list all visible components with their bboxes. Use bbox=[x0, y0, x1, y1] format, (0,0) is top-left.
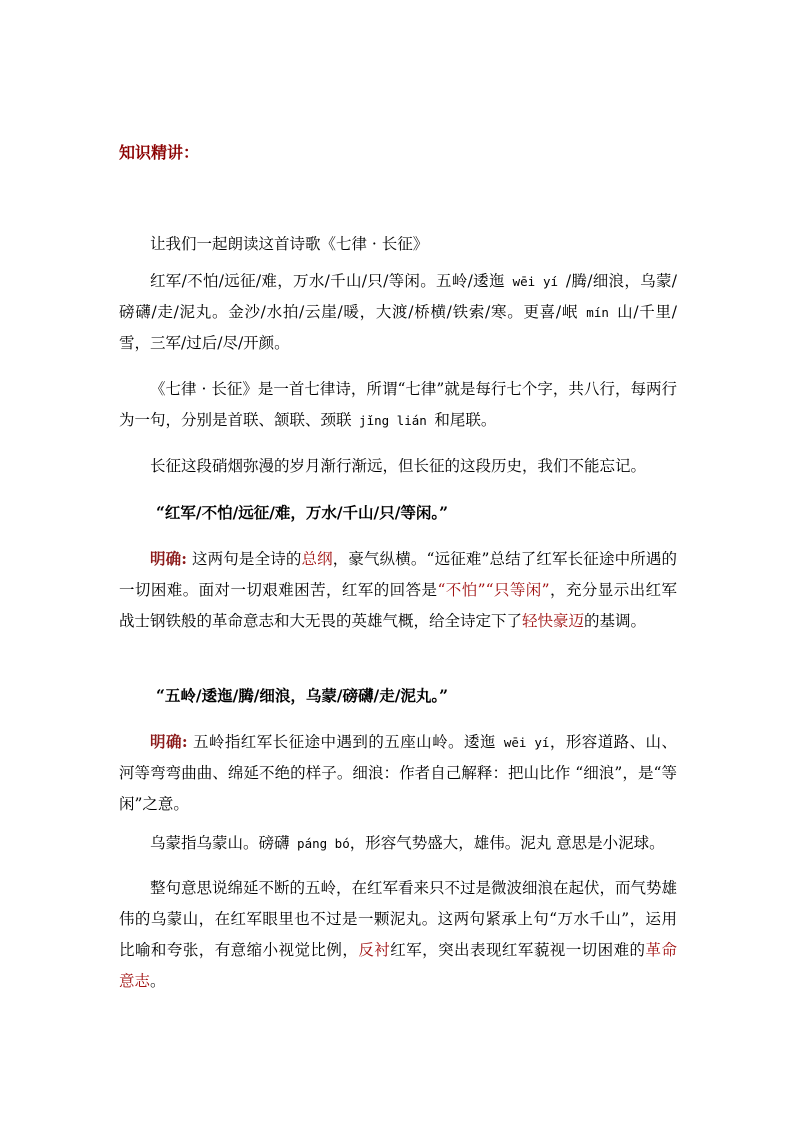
wumeng-text-a: 乌蒙指乌蒙山。磅礴 bbox=[150, 834, 290, 852]
pinyin-pangbo: páng bó bbox=[289, 836, 350, 851]
poem-text-a: 红军/不怕/远征/难，万水/千山/只/等闲。五岭/逶迤 bbox=[150, 272, 505, 290]
intro-text-b: 和尾联。 bbox=[434, 411, 497, 429]
exp2-text-a: 五岭指红军长征途中遇到的五座山岭。逶迤 bbox=[187, 733, 496, 751]
section-heading: 知识精讲： bbox=[119, 143, 200, 162]
keyword-fanchen: 反衬 bbox=[358, 941, 391, 959]
poem-text-c: 山/千里/雪，三军/过后/尽/开颜。 bbox=[119, 303, 677, 352]
clarify-label-2: 明确: bbox=[150, 732, 188, 751]
last-text-c: 。 bbox=[150, 972, 166, 990]
explanation-paragraph-2 bbox=[119, 726, 677, 820]
quote-line-2: “五岭/逶迤/腾/细浪，乌蒙/磅礴/走/泥丸。” bbox=[156, 686, 449, 705]
poem-text-b: /腾/细浪，乌蒙/磅礴/走/泥丸。金沙/水拍/云崖/暖，大渡/桥横/铁索/寒。更喜/岷 bbox=[119, 272, 677, 321]
last-text-a: 整句意思说绵延不断的五岭，在红军看来只不过是微波细浪在起伏，而气势雄伟的乌蒙山，在红军眼里也不过是一颗泥丸。这两句紧承上句“万水千山”，运用比喻和夸张，有意缩小视觉比例， bbox=[119, 879, 678, 959]
exp1-text-a: 这两句是全诗的 bbox=[186, 550, 302, 568]
exp1-text-b: ，豪气纵横。“远征难”总结了红军长征途中所遇的一切困难。面对一切艰难困苦，红军的回答是 bbox=[119, 550, 677, 599]
last-text-b: 红军，突出表现红军藐视一切困难的 bbox=[390, 941, 646, 959]
clarify-label: 明确: bbox=[150, 549, 187, 568]
history-paragraph: 长征这段硝烟弥漫的岁月渐行渐远，但长征的这段历史，我们不能忘记。 bbox=[150, 457, 647, 475]
exp1-text-c: ，充分显示出红军战士钢铁般的革命意志和大无畏的英雄气概，给全诗定下了 bbox=[119, 581, 677, 630]
qilv-intro-paragraph bbox=[119, 374, 677, 436]
pinyin-jinglian: jǐng lián bbox=[351, 413, 435, 428]
wumeng-paragraph bbox=[119, 828, 677, 859]
pinyin-weiyi: wēi yí bbox=[504, 274, 566, 289]
keyword-zonggang: 总纲 bbox=[301, 550, 333, 568]
intro-text-a: 《七律 · 长征》是一首七律诗，所谓“七律”就是每行七个字，共八行，每两行为一句，分别是首联、颔联、颈联 bbox=[119, 380, 677, 429]
intro-reading-line: 让我们一起朗读这首诗歌《七律 · 长征》 bbox=[150, 235, 429, 253]
quote-line-1: “红军/不怕/远征/难，万水/千山/只/等闲。” bbox=[156, 503, 449, 522]
poem-paragraph bbox=[119, 266, 677, 359]
exp2-text-b: ，形容道路、山、河等弯弯曲曲、绵延不绝的样子。细浪：作者自己解释：把山比作 “细浪”，是“等闲”之意。 bbox=[119, 733, 677, 813]
keyword-qingkuai: 轻快豪迈 bbox=[522, 612, 585, 630]
keyword-geming-yizhi: 革命意志 bbox=[119, 941, 677, 990]
pinyin-min: mín bbox=[578, 305, 618, 320]
keyword-bupa: “不怕”“只等闲” bbox=[437, 581, 550, 599]
wumeng-text-b: ，形容气势盛大，雄伟。泥丸 意思是小泥球。 bbox=[349, 834, 665, 852]
summary-paragraph bbox=[119, 873, 677, 997]
pinyin-weiyi-2: wēi yí bbox=[495, 735, 550, 750]
explanation-paragraph-1 bbox=[119, 543, 677, 637]
exp1-text-d: 的基调。 bbox=[584, 612, 647, 630]
